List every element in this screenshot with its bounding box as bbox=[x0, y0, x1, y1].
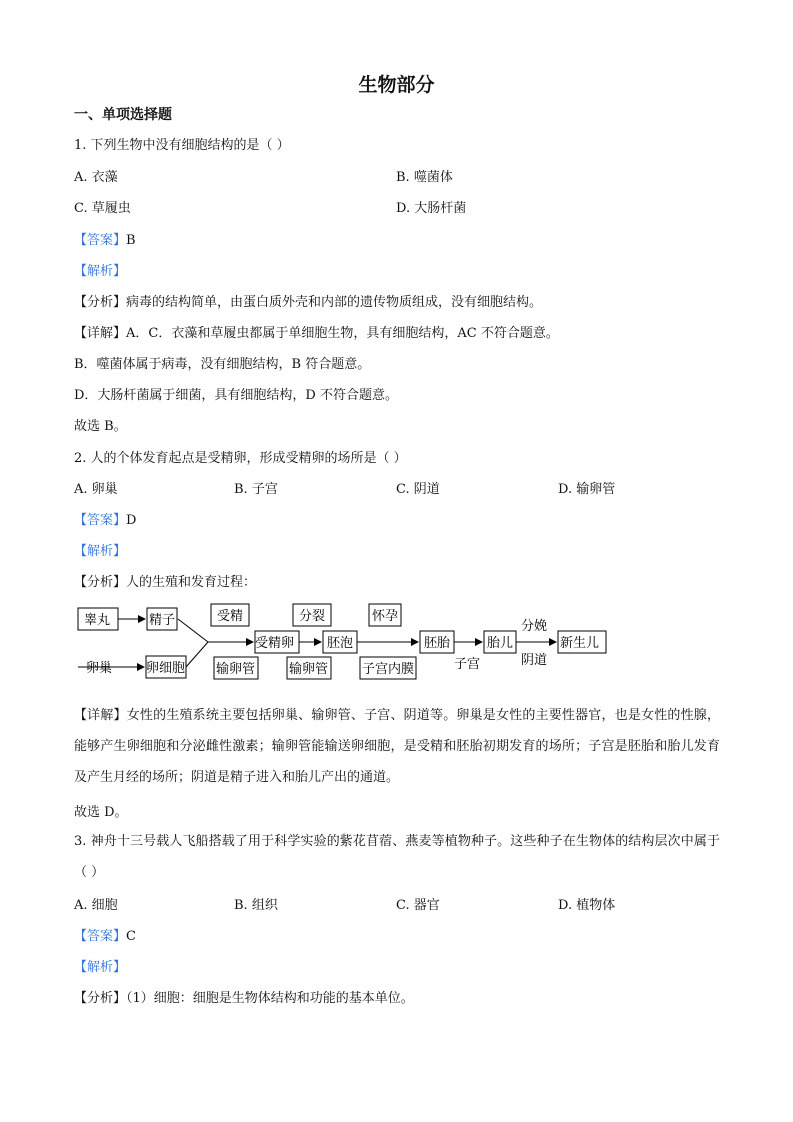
q2-fenxi bbox=[74, 571, 256, 590]
answer-value: C bbox=[126, 929, 136, 944]
fenxi-text: （1）细胞：细胞是生物体结构和功能的基本单位。 bbox=[126, 991, 414, 1006]
q1-stem: 1. 下列生物中没有细胞结构的是（ ） bbox=[74, 138, 290, 153]
label-fetus: 胎儿 bbox=[487, 636, 514, 651]
label-fert-site: 输卵管 bbox=[216, 662, 256, 677]
q1-fenxi bbox=[74, 291, 542, 310]
reproduction-flow-diagram bbox=[74, 600, 614, 690]
fenxi-tag: 【分析】 bbox=[74, 295, 127, 310]
q3-jiexi bbox=[74, 956, 126, 975]
label-sperm: 精子 bbox=[149, 613, 176, 628]
xiangjie-text: 女性的生殖系统主要包括卵巢、输卵管、子宫、阴道等。卵巢是女性的主要性器官，也是女性的性腺，能够产生卵细胞和分泌雌性激素；输卵管能输送卵细胞，是受精和胚胎初期发育的场所；子宫是胚胎和胎儿发育及产生月经的场所；阴道是精子进入和胎儿产出的通道。 bbox=[74, 708, 720, 785]
label-newborn: 新生儿 bbox=[560, 636, 600, 651]
xiangjie-tag: 【详解】 bbox=[74, 708, 127, 723]
q2-option-d: D. 输卵管 bbox=[558, 482, 616, 497]
q3-stem: 3. 神舟十三号载人飞船搭载了用于科学实验的紫花苜蓿、燕麦等植物种子。这些种子在生物体的结构层次中属于（ ） bbox=[74, 834, 720, 880]
label-uterus: 子宫 bbox=[454, 657, 481, 672]
label-embryo: 胚胎 bbox=[424, 636, 451, 651]
fenxi-tag: 【分析】 bbox=[74, 575, 127, 590]
q2-option-b: B. 子宫 bbox=[234, 482, 278, 497]
q2-xiangjie bbox=[74, 700, 720, 793]
answer-tag: 【答案】 bbox=[74, 513, 127, 528]
q3-option-b: B. 组织 bbox=[234, 898, 278, 913]
q2-jiexi bbox=[74, 540, 126, 559]
jiexi-tag: 【解析】 bbox=[74, 544, 127, 559]
answer-value: D bbox=[126, 513, 137, 528]
xiangjie-text: A．C．衣藻和草履虫都属于单细胞生物，具有细胞结构，AC 不符合题意。 bbox=[126, 326, 559, 341]
page-title: 生物部分 bbox=[358, 74, 435, 96]
q3-option-d: D. 植物体 bbox=[558, 898, 616, 913]
q1-d-line: D．大肠杆菌属于细菌，具有细胞结构，D 不符合题意。 bbox=[74, 388, 398, 403]
fenxi-tag: 【分析】 bbox=[74, 991, 127, 1006]
q3-option-c: C. 器官 bbox=[396, 898, 440, 913]
q1-answer bbox=[74, 229, 136, 248]
label-pregnancy-site: 子宫内膜 bbox=[362, 662, 415, 677]
q1-conclusion: 故选 B。 bbox=[74, 419, 127, 434]
q1-option-d: D. 大肠杆菌 bbox=[396, 201, 467, 216]
q1-xiangjie bbox=[74, 322, 559, 341]
label-pregnancy: 怀孕 bbox=[372, 609, 399, 624]
q3-answer bbox=[74, 925, 136, 944]
label-fert: 受精 bbox=[217, 609, 244, 624]
q2-conclusion: 故选 D。 bbox=[74, 805, 128, 820]
label-division: 分裂 bbox=[299, 609, 326, 624]
label-ovary: 卵巢 bbox=[86, 661, 113, 676]
label-egg: 卵细胞 bbox=[146, 661, 186, 676]
fenxi-text: 病毒的结构简单，由蛋白质外壳和内部的遗传物质组成，没有细胞结构。 bbox=[126, 295, 543, 310]
q1-option-a: A. 衣藻 bbox=[74, 170, 118, 185]
label-blastocyst: 胚泡 bbox=[327, 636, 354, 651]
answer-tag: 【答案】 bbox=[74, 929, 127, 944]
label-zygote: 受精卵 bbox=[255, 636, 295, 651]
q1-option-c: C. 草履虫 bbox=[74, 201, 131, 216]
q1-b-line: B．噬菌体属于病毒，没有细胞结构，B 符合题意。 bbox=[74, 357, 371, 372]
q1-jiexi bbox=[74, 260, 126, 279]
q1-option-b: B. 噬菌体 bbox=[396, 170, 453, 185]
answer-value: B bbox=[126, 233, 136, 248]
jiexi-tag: 【解析】 bbox=[74, 960, 127, 975]
xiangjie-tag: 【详解】 bbox=[74, 326, 127, 341]
label-testis: 睾丸 bbox=[84, 613, 111, 628]
jiexi-tag: 【解析】 bbox=[74, 264, 127, 279]
q3-option-a: A. 细胞 bbox=[74, 898, 118, 913]
label-vagina: 阴道 bbox=[521, 653, 548, 668]
fenxi-text: 人的生殖和发育过程： bbox=[126, 575, 257, 590]
q2-option-c: C. 阴道 bbox=[396, 482, 440, 497]
q2-answer bbox=[74, 509, 136, 528]
q3-fenxi bbox=[74, 987, 414, 1006]
label-division-site: 输卵管 bbox=[289, 662, 329, 677]
q2-stem: 2. 人的个体发育起点是受精卵，形成受精卵的场所是（ ） bbox=[74, 451, 407, 466]
q2-option-a: A. 卵巢 bbox=[74, 482, 118, 497]
label-delivery: 分娩 bbox=[521, 619, 548, 634]
answer-tag: 【答案】 bbox=[74, 233, 127, 248]
section-heading: 一、单项选择题 bbox=[74, 107, 172, 123]
